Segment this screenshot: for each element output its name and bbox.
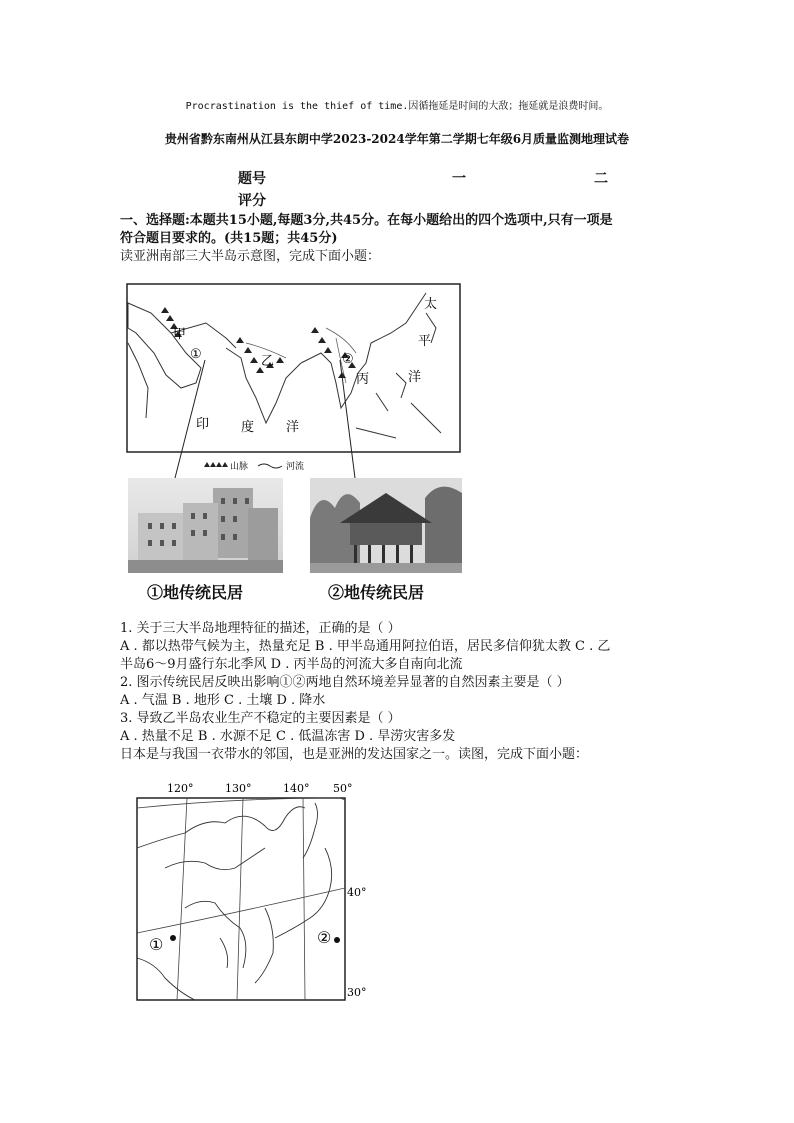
score-row-label: 题号 xyxy=(238,171,266,187)
ocean-indian-2: 度 xyxy=(241,420,255,435)
map1-marker-1: ① xyxy=(190,347,202,362)
question-3-stem: 3. 导致乙半岛农业生产不稳定的主要因素是（ ） xyxy=(120,711,401,726)
section-heading-line1: 一、选择题:本题共15小题,每题3分,共45分。在每小题给出的四个选项中,只有一项是 xyxy=(120,213,613,228)
question-1-options-cont: 半岛6～9月盛行东北季风 D . 丙半岛的河流大多自南向北流 xyxy=(120,657,463,672)
section-heading-line2: 符合题目要求的。(共15题；共45分) xyxy=(120,231,338,246)
ocean-indian-1: 印 xyxy=(196,417,210,432)
legend-mountain-label: 山脉 xyxy=(230,462,249,472)
photo-tower-houses xyxy=(128,478,283,573)
question-3-options: A . 热量不足 B . 水源不足 C . 低温冻害 D . 旱涝灾害多发 xyxy=(120,729,456,744)
lon-130-label: 130° xyxy=(225,782,252,795)
photo1-caption: ①地传统民居 xyxy=(147,583,244,602)
lat-40-label: 40° xyxy=(347,886,367,899)
question-2-options: A . 气温 B . 地形 C . 土壤 D . 降水 xyxy=(120,693,326,708)
connector-lines xyxy=(170,360,370,480)
map2-intro: 日本是与我国一衣带水的邻国，也是亚洲的发达国家之一。读图，完成下面小题： xyxy=(120,747,589,762)
question-1-options: A . 都以热带气候为主，热量充足 B . 甲半岛通用阿拉伯语，居民多信仰犹太教 C . 乙 xyxy=(120,639,611,654)
map2-point-2-dot xyxy=(334,937,340,943)
legend-river-label: 河流 xyxy=(286,462,305,472)
map2-marker-1: ① xyxy=(149,935,164,954)
japan-region-map xyxy=(125,778,385,1004)
photo-stilt-house xyxy=(310,478,462,573)
map1-intro: 读亚洲南部三大半岛示意图，完成下面小题： xyxy=(120,249,381,264)
lon-140-label: 140° xyxy=(283,782,310,795)
question-2-stem: 2. 图示传统民居反映出影响①②两地自然环境差异显著的自然因素主要是（ ） xyxy=(120,675,570,690)
photo2-caption: ②地传统民居 xyxy=(328,583,425,602)
ocean-pacific-1: 太 xyxy=(424,297,438,312)
ocean-pacific-2: 平 xyxy=(418,334,432,349)
map2-marker-2: ② xyxy=(317,928,332,947)
ocean-pacific-3: 洋 xyxy=(408,370,422,385)
label-jia: 甲 xyxy=(173,327,187,342)
map1-marker-2: ② xyxy=(342,352,354,367)
ocean-indian-3: 洋 xyxy=(286,420,300,435)
label-bing: 丙 xyxy=(356,372,370,387)
motto-line: Procrastination is the thief of time.因循拖延是时间的大敌；拖延就是浪费时间。 xyxy=(185,101,609,112)
map2-point-1-dot xyxy=(170,935,176,941)
score-col-2: 二 xyxy=(594,171,608,187)
exam-title: 贵州省黔东南州从江县东朗中学2023-2024学年第二学期七年级6月质量监测地理试卷 xyxy=(164,132,630,146)
score-col-1: 一 xyxy=(452,171,466,187)
label-yi: 乙 xyxy=(261,354,275,369)
score-row2-label: 评分 xyxy=(238,193,266,209)
lat-30-label: 30° xyxy=(347,986,367,999)
question-1-stem: 1. 关于三大半岛地理特征的描述，正确的是（ ） xyxy=(120,621,401,636)
lon-120-label: 120° xyxy=(167,782,194,795)
lat-50-label: 50° xyxy=(333,782,353,795)
